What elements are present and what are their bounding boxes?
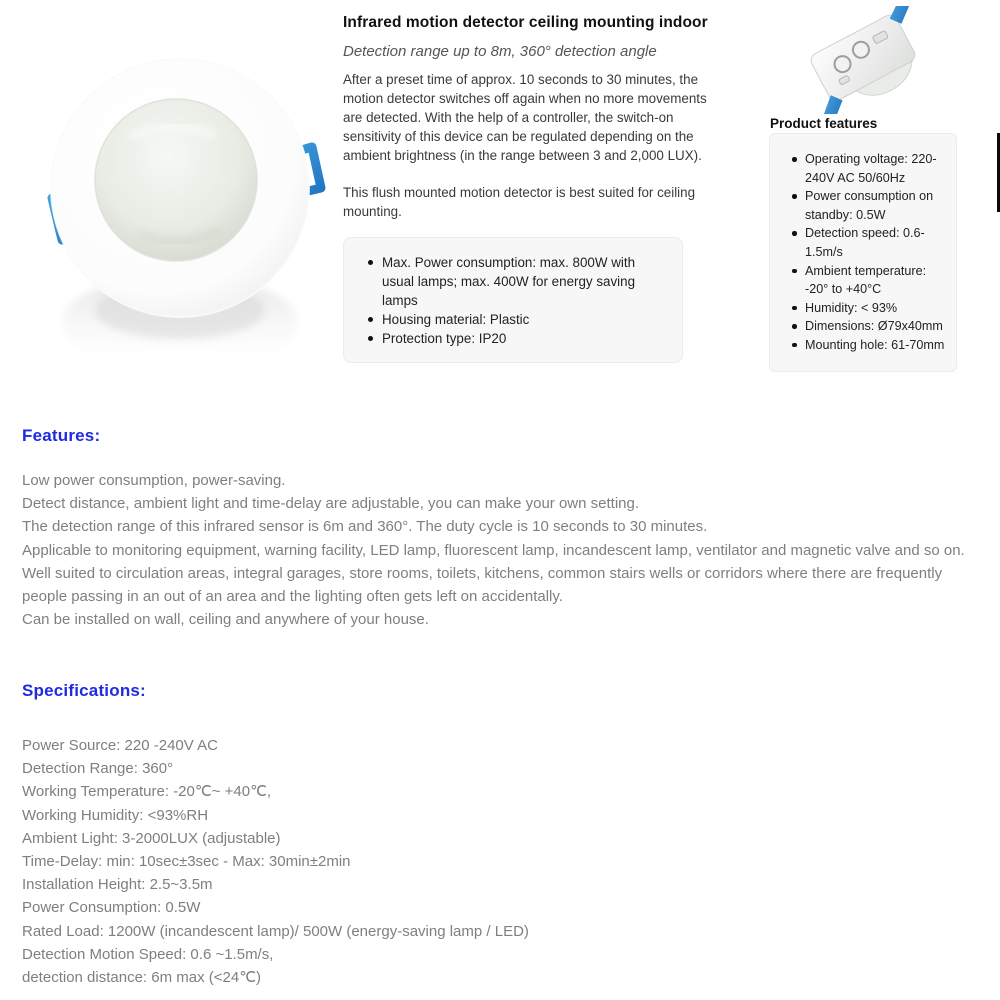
product-feature-bullet: Ambient temperature: -20° to +40°C bbox=[790, 262, 946, 299]
feature-line: Detect distance, ambient light and time-delay are adjustable, you can make your own setting. bbox=[22, 495, 640, 513]
feature-line: The detection range of this infrared sensor is 6m and 360°. The duty cycle is 10 seconds to 30 minutes. bbox=[22, 518, 708, 536]
feature-line: Low power consumption, power-saving. bbox=[22, 472, 286, 489]
product-title: Infrared motion detector ceiling mounting indoor bbox=[343, 14, 708, 31]
product-features-heading: Product features bbox=[770, 116, 878, 131]
specification-line: Time-Delay: min: 10sec±3sec - Max: 30min±2min bbox=[22, 853, 351, 871]
product-description-paragraph: This flush mounted motion detector is best suited for ceiling mounting. bbox=[343, 185, 696, 219]
feature-line: Can be installed on wall, ceiling and anywhere of your house. bbox=[22, 611, 429, 629]
specification-line: Detection Motion Speed: 0.6 ~1.5m/s, bbox=[22, 945, 274, 963]
product-features-box bbox=[769, 133, 957, 372]
highlight-bullet: Max. Power consumption: max. 800W with usual lamps; max. 400W for energy saving lamps bbox=[366, 253, 664, 310]
product-thumb-image bbox=[788, 6, 938, 114]
product-feature-bullet: Dimensions: Ø79x40mm bbox=[790, 317, 946, 336]
product-feature-bullet: Mounting hole: 61-70mm bbox=[790, 336, 946, 355]
ceiling-motion-detector-back-illustration bbox=[788, 6, 938, 114]
specifications-heading: Specifications: bbox=[22, 681, 146, 700]
specification-line: Detection Range: 360° bbox=[22, 760, 174, 778]
product-feature-bullet: Power consumption on standby: 0.5W bbox=[790, 187, 946, 224]
ceiling-motion-detector-front-illustration bbox=[20, 28, 340, 373]
specification-line: Working Temperature: -20℃~ +40℃, bbox=[22, 783, 272, 801]
product-main-image bbox=[20, 28, 340, 373]
product-description-paragraph: After a preset time of approx. 10 seconds to 30 minutes, the motion detector switches off again when no more movements are detected. With the help of a controller, the switch-on sensitivity of this device can be regulated depending on the ambient brightness (in the range between 3 and 2,000 LUX). bbox=[343, 72, 707, 163]
specifications-text-block bbox=[22, 734, 984, 989]
specification-line: Power Consumption: 0.5W bbox=[22, 899, 201, 917]
feature-line: Applicable to monitoring equipment, warning facility, LED lamp, fluorescent lamp, incandescent lamp, ventilator and magnetic valve and so on. bbox=[22, 541, 965, 559]
product-feature-bullet: Operating voltage: 220-240V AC 50/60Hz bbox=[790, 150, 946, 187]
feature-line: Well suited to circulation areas, integral garages, store rooms, toilets, kitchens, common stairs wells or corridors where there are frequently people passing in an out of an area and the lighting often gets left on accidentally. bbox=[22, 564, 943, 606]
product-feature-bullet: Detection speed: 0.6-1.5m/s bbox=[790, 224, 946, 261]
specification-line: detection distance: 6m max (<24℃) bbox=[22, 969, 262, 987]
specification-line: Installation Height: 2.5~3.5m bbox=[22, 876, 213, 894]
features-heading: Features: bbox=[22, 426, 101, 445]
product-summary-column bbox=[343, 12, 711, 363]
product-subtitle: Detection range up to 8m, 360° detection angle bbox=[343, 43, 657, 60]
features-text-block bbox=[22, 469, 984, 631]
product-highlights-box bbox=[343, 237, 683, 363]
specification-line: Power Source: 220 -240V AC bbox=[22, 737, 218, 754]
highlight-bullet: Protection type: IP20 bbox=[366, 329, 664, 348]
product-feature-bullet: Humidity: < 93% bbox=[790, 299, 946, 318]
highlight-bullet-list bbox=[366, 253, 664, 348]
specification-line: Ambient Light: 3-2000LUX (adjustable) bbox=[22, 829, 281, 847]
product-features-list bbox=[790, 150, 946, 355]
specification-line: Working Humidity: <93%RH bbox=[22, 806, 209, 824]
specification-line: Rated Load: 1200W (incandescent lamp)/ 500W (energy-saving lamp / LED) bbox=[22, 922, 529, 940]
highlight-bullet: Housing material: Plastic bbox=[366, 310, 664, 329]
